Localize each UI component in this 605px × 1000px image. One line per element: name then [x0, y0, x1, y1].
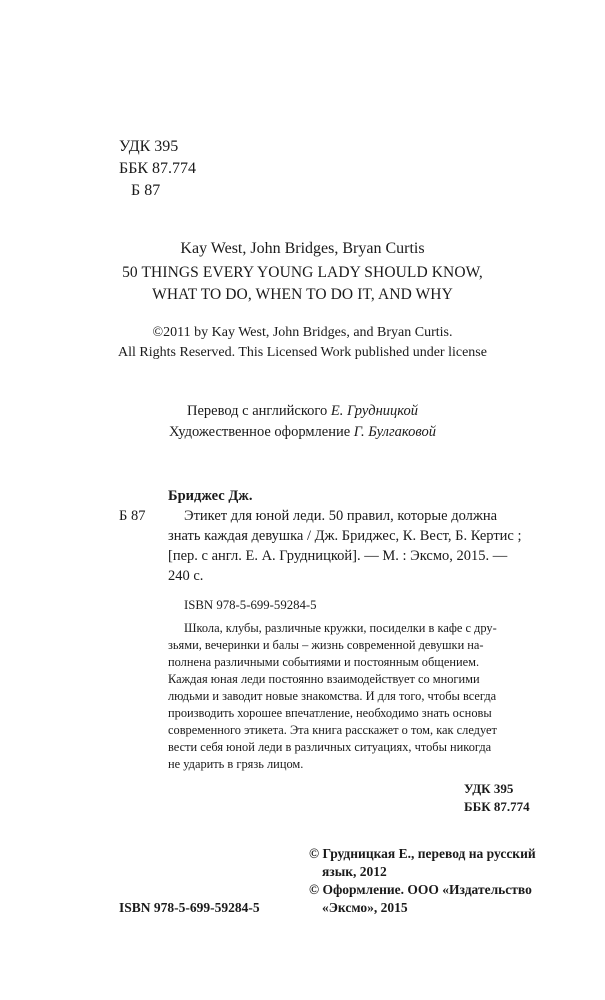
translation-credit: [0, 403, 605, 420]
rights-line-2: язык, 2012: [322, 864, 387, 879]
original-title-line-2: WHAT TO DO, WHEN TO DO IT, AND WHY: [152, 286, 453, 303]
design-label: Художественное оформление: [169, 424, 354, 440]
catalog-udk: УДК 395: [464, 781, 514, 796]
summary-line-1: Школа, клубы, различные кружки, посиделки в кафе с дру-: [184, 621, 497, 635]
catalog-heading: Бриджес Дж.: [168, 488, 253, 504]
translation-label: Перевод с английского: [186, 403, 331, 419]
translator-name: Е. Грудницкой: [330, 403, 419, 419]
summary-line-4: Каждая юная леди постоянно взаимодействует со многими: [168, 672, 480, 686]
bbk-code: ББК 87.774: [119, 160, 197, 177]
design-credit: [0, 424, 605, 441]
catalog-entry-line-3: [пер. с англ. Е. А. Грудницкой]. — М. : Эксмо, 2015. —: [168, 548, 508, 564]
summary-line-9: не ударить в грязь лицом.: [168, 757, 304, 771]
catalog-isbn: ISBN 978-5-699-59284-5: [184, 598, 317, 612]
catalog-mark: Б 87: [119, 508, 146, 524]
catalog-bbk: ББК 87.774: [464, 799, 530, 814]
rights-line-1: © Грудницкая Е., перевод на русский: [309, 846, 536, 861]
rights-line-4: «Эксмо», 2015: [322, 900, 408, 915]
summary-line-7: современного этикета. Эта книга расскажет о том, как следует: [168, 723, 497, 737]
isbn-bottom: ISBN 978-5-699-59284-5: [119, 900, 260, 915]
summary-line-2: зьями, вечеринки и балы – жизнь современной девушки на-: [168, 638, 484, 652]
udk-code: УДК 395: [119, 138, 179, 155]
original-copyright-line-2: All Rights Reserved. This Licensed Work published under license: [118, 345, 487, 360]
summary-line-3: полнена различными событиями и постоянным общением.: [168, 655, 480, 669]
original-authors: Kay West, John Bridges, Bryan Curtis: [180, 240, 425, 257]
designer-name: Г. Булгаковой: [353, 424, 436, 440]
summary-line-8: вести себя юной леди в различных ситуациях, чтобы никогда: [168, 740, 492, 754]
catalog-entry-line-2: знать каждая девушка / Дж. Бриджес, К. Вест, Б. Кертис ;: [168, 528, 522, 544]
summary-line-6: производить хорошее впечатление, необходимо знать основы: [168, 706, 492, 720]
rights-line-3: © Оформление. ООО «Издательство: [309, 882, 532, 897]
original-title-line-1: 50 THINGS EVERY YOUNG LADY SHOULD KNOW,: [122, 264, 483, 281]
summary-line-5: людьми и заводит новые знакомства. И для того, чтобы всегда: [168, 689, 497, 703]
catalog-entry-line-4: 240 с.: [168, 568, 204, 584]
original-copyright-line-1: ©2011 by Kay West, John Bridges, and Bryan Curtis.: [152, 325, 453, 340]
catalog-entry-line-1: Этикет для юной леди. 50 правил, которые должна: [184, 508, 498, 524]
author-mark: Б 87: [131, 182, 161, 199]
